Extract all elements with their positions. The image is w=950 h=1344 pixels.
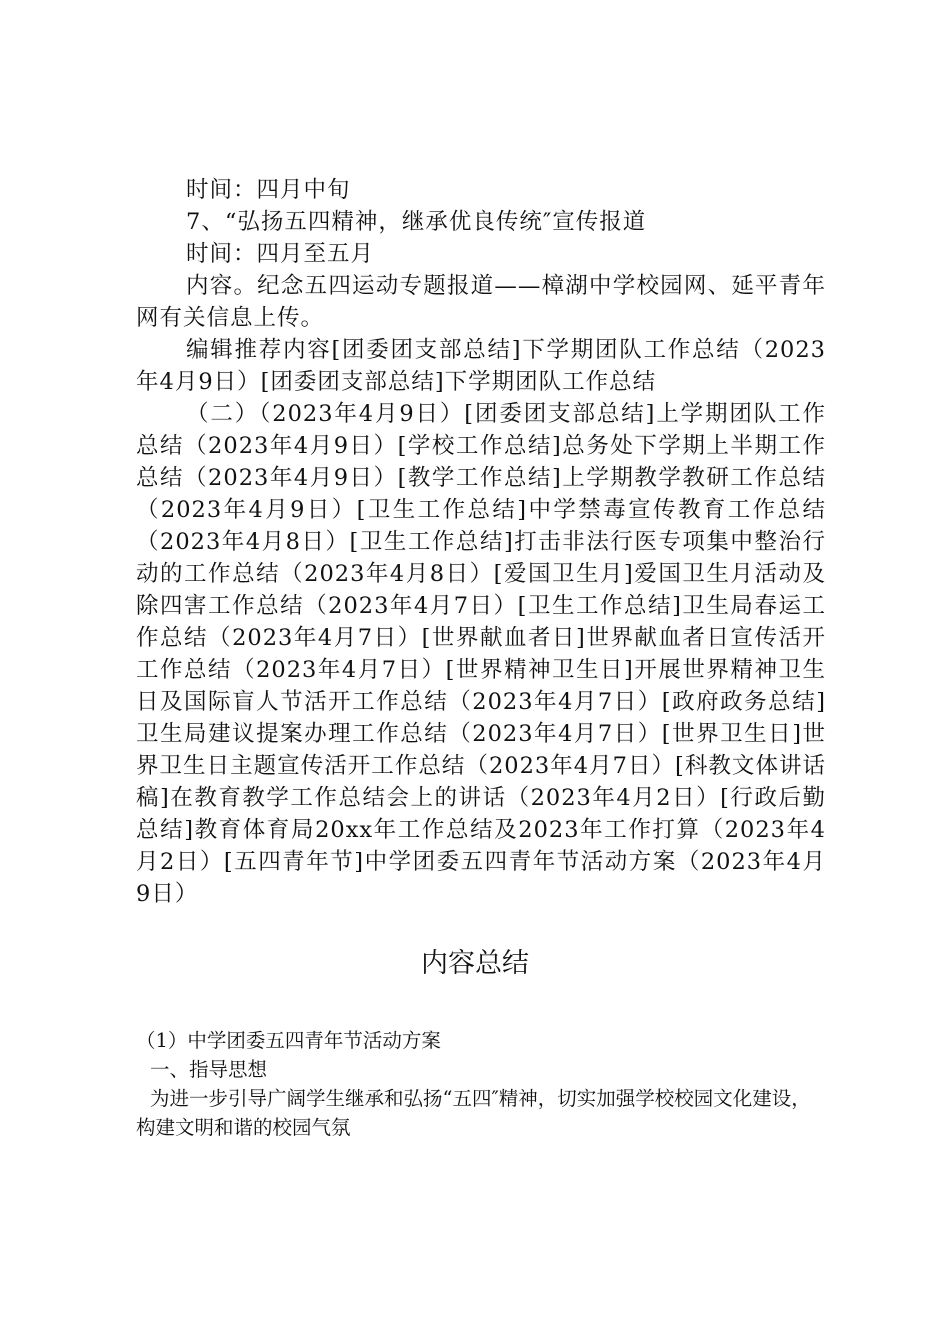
summary-section (136, 1026, 826, 1142)
content-line: 内容。纪念五四运动专题报道——樟湖中学校园网、延平青年网有关信息上传。 (136, 273, 826, 331)
recommended-list-paragraph: （二）（2023年4月9日）[团委团支部总结]上学期团队工作总结（2023年4月9日）[学校工作总结]总务处下学期上半期工作总结（2023年4月9日）[教学工作总结]上学期教学教研工作总结（2023年4月9日）[卫生工作总结]中学禁毒宣传教育工作总结（2023年4月8日）[卫生工作总结]打击非法行医专项集中整治行动的工作总结（2023年4月8日）[爱国卫生月]爱国卫生月活动及除四害工作总结（2023年4月7日）[卫生工作总结]卫生局春运工作总结（2023年4月7日）[世界献血者日]世界献血者日宣传活开工作总结（2023年4月7日）[世界精神卫生日]开展世界精神卫生日及国际盲人节活开工作总结（2023年4月7日）[政府政务总结]卫生局建议提案办理工作总结（2023年4月7日）[世界卫生日]世界卫生日主题宣传活开工作总结（2023年4月7日）[科教文体讲话稿]在教育教学工作总结会上的讲话（2023年4月2日）[行政后勤总结]教育体育局20xx年工作总结及2023年工作打算（2023年4月2日）[五四青年节]中学团委五四青年节活动方案（2023年4月9日） (136, 401, 826, 907)
time-line-2: 时间：四月至五月 (186, 241, 375, 267)
document-body (136, 174, 826, 910)
summary-line-3: 为进一步引导广阔学生继承和弘扬“五四″精神，切实加强学校校园文化建设，构建文明和谐的校园气氛 (136, 1087, 811, 1139)
recommended-content-line: 编辑推荐内容[团委团支部总结]下学期团队工作总结（2023年4月9日）[团委团支部总结]下学期团队工作总结 (136, 337, 826, 395)
summary-line-2: 一、指导思想 (150, 1058, 268, 1081)
summary-title: 内容总结 (421, 948, 529, 979)
time-line-1: 时间：四月中旬 (186, 177, 351, 203)
item-7-heading: 7、“弘扬五四精神，继承优良传统″宣传报道 (186, 209, 647, 235)
summary-line-1: （1）中学团委五四青年节活动方案 (136, 1029, 441, 1052)
